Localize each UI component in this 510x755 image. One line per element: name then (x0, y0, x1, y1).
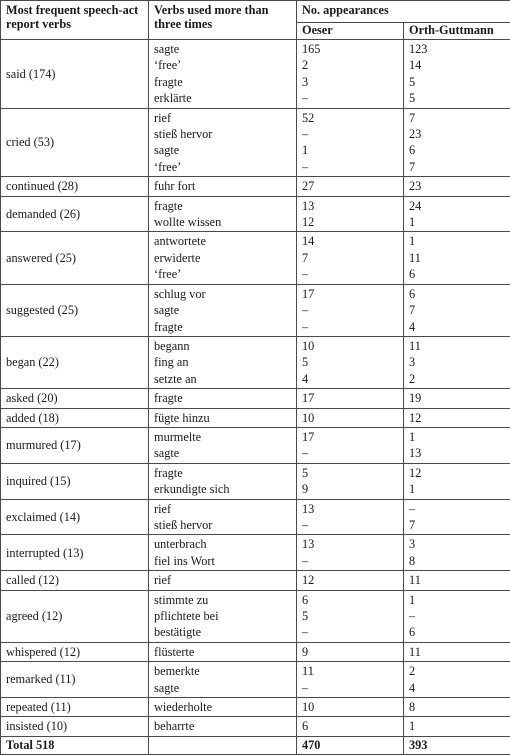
oeser-count: 10 (302, 410, 398, 426)
oeser-count: 13 (302, 501, 398, 517)
german-verb: rief (154, 110, 291, 126)
german-verb: sagte (154, 302, 291, 318)
oeser-count: 6 (302, 592, 398, 608)
oeser-count: – (302, 517, 398, 533)
table-row (1, 590, 510, 642)
english-verb-cell: demanded (26) (1, 196, 149, 232)
table-row (1, 389, 510, 408)
table-row (1, 463, 510, 499)
table-row (1, 408, 510, 427)
english-verb-cell: added (18) (1, 408, 149, 427)
german-verbs-cell (149, 571, 297, 590)
english-verb-cell: agreed (12) (1, 590, 149, 642)
german-verbs-cell (149, 590, 297, 642)
german-verbs-cell (149, 535, 297, 571)
english-verb-cell: continued (28) (1, 177, 149, 196)
table-row (1, 499, 510, 535)
english-verb-cell: exclaimed (14) (1, 499, 149, 535)
oeser-count: 12 (302, 214, 398, 230)
german-verb: stieß hervor (154, 126, 291, 142)
orth-count: – (409, 608, 505, 624)
oeser-count-cell (297, 232, 404, 284)
german-verb: begann (154, 338, 291, 354)
german-verb: erkundigte sich (154, 481, 291, 497)
table-row (1, 40, 510, 109)
orth-count: 7 (409, 517, 505, 533)
orth-count: 6 (409, 142, 505, 158)
oeser-count-cell (297, 427, 404, 463)
english-verb-cell: suggested (25) (1, 284, 149, 336)
orth-count-cell (404, 40, 510, 109)
table-row (1, 232, 510, 284)
table-row (1, 662, 510, 698)
german-verb: erwiderte (154, 250, 291, 266)
german-verb: sagte (154, 445, 291, 461)
german-verb: fragte (154, 390, 291, 406)
orth-count: 11 (409, 250, 505, 266)
german-verb: fuhr fort (154, 178, 291, 194)
german-verbs-cell (149, 196, 297, 232)
table-row (1, 535, 510, 571)
oeser-count-cell (297, 336, 404, 388)
orth-count: 13 (409, 445, 505, 461)
german-verbs-cell (149, 662, 297, 698)
german-verb: setzte an (154, 371, 291, 387)
oeser-count: 5 (302, 608, 398, 624)
orth-count: 14 (409, 57, 505, 73)
oeser-count-cell (297, 284, 404, 336)
table-row (1, 196, 510, 232)
orth-count: 1 (409, 481, 505, 497)
oeser-count: 9 (302, 644, 398, 660)
orth-count: 5 (409, 74, 505, 90)
german-verb: pflichtete bei (154, 608, 291, 624)
orth-count-cell (404, 662, 510, 698)
oeser-count-cell (297, 717, 404, 736)
orth-count: 2 (409, 371, 505, 387)
german-verbs-cell (149, 389, 297, 408)
english-verb-cell: began (22) (1, 336, 149, 388)
orth-count: 2 (409, 663, 505, 679)
orth-count-cell (404, 717, 510, 736)
header-english-verbs: Most frequent speech-act report verbs (1, 1, 149, 40)
oeser-count: 17 (302, 286, 398, 302)
german-verbs-cell (149, 717, 297, 736)
orth-count: 4 (409, 319, 505, 335)
orth-count: 4 (409, 680, 505, 696)
orth-count-cell (404, 196, 510, 232)
oeser-count-cell (297, 463, 404, 499)
oeser-count: 17 (302, 390, 398, 406)
orth-count: 3 (409, 536, 505, 552)
orth-count-cell (404, 389, 510, 408)
german-verb: fragte (154, 198, 291, 214)
table-row (1, 284, 510, 336)
orth-count-cell (404, 698, 510, 717)
oeser-count: 27 (302, 178, 398, 194)
german-verb: ‘free’ (154, 57, 291, 73)
orth-count: 19 (409, 390, 505, 406)
english-verb-cell: cried (53) (1, 108, 149, 177)
orth-count: 11 (409, 644, 505, 660)
english-verb-cell: said (174) (1, 40, 149, 109)
german-verbs-cell (149, 499, 297, 535)
orth-count: 1 (409, 214, 505, 230)
oeser-count: 5 (302, 465, 398, 481)
orth-count-cell (404, 232, 510, 284)
oeser-count: 17 (302, 429, 398, 445)
orth-count-cell (404, 427, 510, 463)
german-verb: bemerkte (154, 663, 291, 679)
english-verb-cell: inquired (15) (1, 463, 149, 499)
orth-count: 8 (409, 699, 505, 715)
orth-count: 5 (409, 90, 505, 106)
german-verb: fügte hinzu (154, 410, 291, 426)
orth-count-cell (404, 177, 510, 196)
oeser-count: 5 (302, 354, 398, 370)
german-verb: fiel ins Wort (154, 553, 291, 569)
german-verb: schlug vor (154, 286, 291, 302)
oeser-count: 9 (302, 481, 398, 497)
orth-count: 7 (409, 110, 505, 126)
oeser-count-cell (297, 389, 404, 408)
oeser-count-cell (297, 177, 404, 196)
oeser-count: 4 (302, 371, 398, 387)
oeser-count-cell (297, 196, 404, 232)
orth-count-cell (404, 590, 510, 642)
total-oeser: 470 (297, 736, 404, 754)
oeser-count: 3 (302, 74, 398, 90)
german-verb: fragte (154, 319, 291, 335)
oeser-count: 10 (302, 338, 398, 354)
german-verb: fragte (154, 74, 291, 90)
orth-count-cell (404, 408, 510, 427)
header-orth-guttmann: Orth-Guttmann (404, 23, 510, 40)
table-row (1, 108, 510, 177)
table-row (1, 336, 510, 388)
english-verb-cell: called (12) (1, 571, 149, 590)
oeser-count: – (302, 159, 398, 175)
orth-count: 23 (409, 178, 505, 194)
german-verb: stieß hervor (154, 517, 291, 533)
header-oeser: Oeser (297, 23, 404, 40)
german-verb: sagte (154, 142, 291, 158)
oeser-count-cell (297, 535, 404, 571)
german-verbs-cell (149, 232, 297, 284)
oeser-count: 7 (302, 250, 398, 266)
english-verb-cell: remarked (11) (1, 662, 149, 698)
orth-count-cell (404, 108, 510, 177)
oeser-count-cell (297, 40, 404, 109)
english-verb-cell: murmured (17) (1, 427, 149, 463)
german-verbs-cell (149, 642, 297, 661)
oeser-count-cell (297, 499, 404, 535)
table-row (1, 177, 510, 196)
english-verb-cell: asked (20) (1, 389, 149, 408)
german-verbs-cell (149, 427, 297, 463)
oeser-count: – (302, 445, 398, 461)
german-verbs-cell (149, 698, 297, 717)
german-verb: ‘free’ (154, 159, 291, 175)
orth-count-cell (404, 336, 510, 388)
total-row (1, 736, 510, 754)
orth-count-cell (404, 463, 510, 499)
german-verb: ‘free’ (154, 266, 291, 282)
header-appearances: No. appearances (297, 1, 510, 23)
total-label: Total 518 (1, 736, 149, 754)
oeser-count-cell (297, 662, 404, 698)
orth-count: 1 (409, 429, 505, 445)
english-verb-cell: whispered (12) (1, 642, 149, 661)
oeser-count: – (302, 624, 398, 640)
header-german-verbs: Verbs used more than three times (149, 1, 297, 40)
german-verbs-cell (149, 284, 297, 336)
orth-count: 6 (409, 286, 505, 302)
oeser-count: – (302, 126, 398, 142)
english-verb-cell: repeated (11) (1, 698, 149, 717)
oeser-count: – (302, 319, 398, 335)
oeser-count-cell (297, 642, 404, 661)
oeser-count-cell (297, 408, 404, 427)
oeser-count: – (302, 302, 398, 318)
orth-count: 1 (409, 592, 505, 608)
oeser-count: – (302, 90, 398, 106)
orth-count-cell (404, 642, 510, 661)
orth-count-cell (404, 535, 510, 571)
table-row (1, 571, 510, 590)
orth-count: 6 (409, 266, 505, 282)
oeser-count: 13 (302, 198, 398, 214)
orth-count: 8 (409, 553, 505, 569)
german-verbs-cell (149, 108, 297, 177)
orth-count: 3 (409, 354, 505, 370)
oeser-count: – (302, 553, 398, 569)
orth-count: 12 (409, 465, 505, 481)
orth-count: 7 (409, 159, 505, 175)
english-verb-cell: answered (25) (1, 232, 149, 284)
orth-count: 23 (409, 126, 505, 142)
german-verb: bestätigte (154, 624, 291, 640)
german-verb: beharrte (154, 718, 291, 734)
oeser-count: 52 (302, 110, 398, 126)
german-verbs-cell (149, 463, 297, 499)
orth-count: 24 (409, 198, 505, 214)
german-verb: unterbrach (154, 536, 291, 552)
oeser-count: – (302, 266, 398, 282)
german-verbs-cell (149, 177, 297, 196)
oeser-count: – (302, 680, 398, 696)
orth-count: 12 (409, 410, 505, 426)
german-verb: sagte (154, 680, 291, 696)
oeser-count: 12 (302, 572, 398, 588)
oeser-count: 11 (302, 663, 398, 679)
table-row (1, 717, 510, 736)
german-verb: antwortete (154, 233, 291, 249)
orth-count: 11 (409, 572, 505, 588)
german-verb: rief (154, 572, 291, 588)
orth-count: 7 (409, 302, 505, 318)
german-verbs-cell (149, 408, 297, 427)
oeser-count-cell (297, 698, 404, 717)
german-verb: fragte (154, 465, 291, 481)
orth-count: 11 (409, 338, 505, 354)
table-row (1, 642, 510, 661)
oeser-count-cell (297, 590, 404, 642)
german-verbs-cell (149, 336, 297, 388)
total-empty-cell (149, 736, 297, 754)
german-verbs-cell (149, 40, 297, 109)
orth-count-cell (404, 499, 510, 535)
oeser-count: 2 (302, 57, 398, 73)
german-verb: wollte wissen (154, 214, 291, 230)
english-verb-cell: insisted (10) (1, 717, 149, 736)
oeser-count: 6 (302, 718, 398, 734)
german-verb: stimmte zu (154, 592, 291, 608)
orth-count: 1 (409, 233, 505, 249)
orth-count: 6 (409, 624, 505, 640)
oeser-count: 13 (302, 536, 398, 552)
oeser-count-cell (297, 108, 404, 177)
german-verb: sagte (154, 41, 291, 57)
orth-count-cell (404, 571, 510, 590)
oeser-count-cell (297, 571, 404, 590)
german-verb: flüsterte (154, 644, 291, 660)
orth-count-cell (404, 284, 510, 336)
german-verb: rief (154, 501, 291, 517)
oeser-count: 10 (302, 699, 398, 715)
english-verb-cell: interrupted (13) (1, 535, 149, 571)
oeser-count: 165 (302, 41, 398, 57)
german-verb: erklärte (154, 90, 291, 106)
german-verb: wiederholte (154, 699, 291, 715)
orth-count: – (409, 501, 505, 517)
german-verb: fing an (154, 354, 291, 370)
orth-count: 1 (409, 718, 505, 734)
oeser-count: 1 (302, 142, 398, 158)
table-body (1, 40, 510, 755)
german-verb: murmelte (154, 429, 291, 445)
total-orth: 393 (404, 736, 510, 754)
orth-count: 123 (409, 41, 505, 57)
table-row (1, 427, 510, 463)
table-row (1, 698, 510, 717)
oeser-count: 14 (302, 233, 398, 249)
